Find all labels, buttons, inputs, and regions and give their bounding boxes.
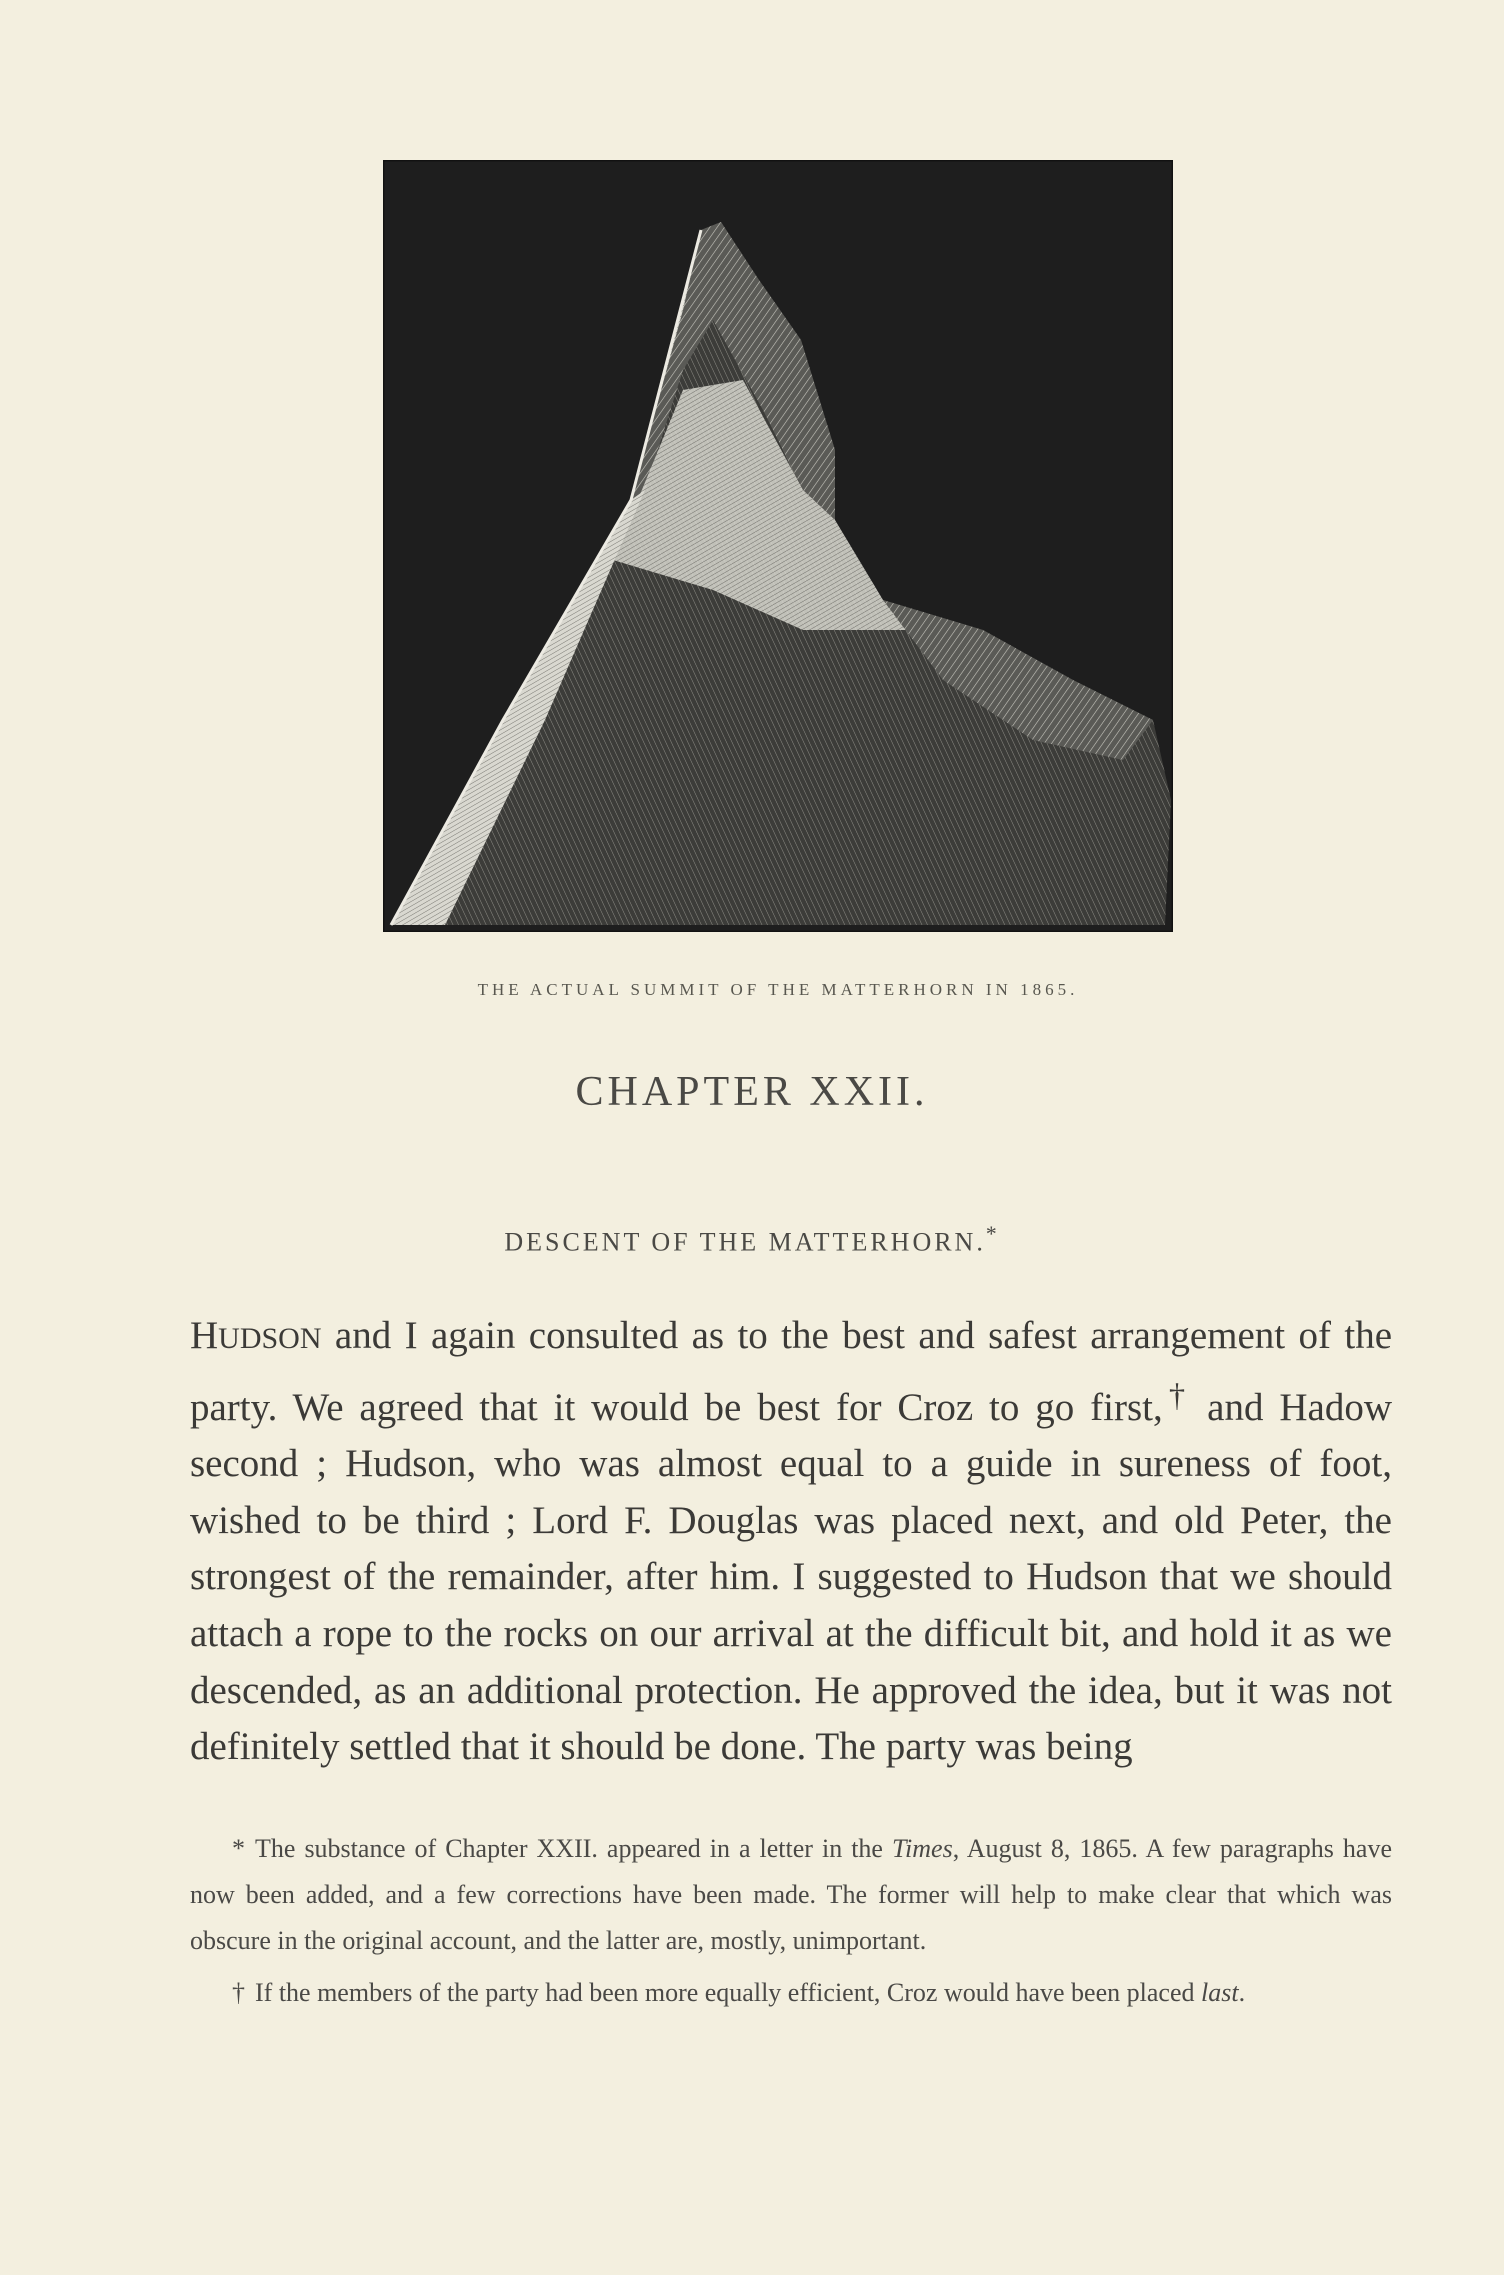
footnote-dagger-mark: †	[232, 1978, 245, 2007]
footnote-2	[190, 1970, 1392, 2016]
footnotes	[190, 1826, 1392, 2016]
footnote-1-text-b: , August 8, 1865. A few paragraphs have now been added, and a few corrections have been made. The former will help to make clear that which was obscure in the original account, and the latter are, mostly, unimportant.	[190, 1834, 1393, 1955]
footnote-2-text-a: If the members of the party had been more equally efficient, Croz would have been placed	[255, 1978, 1201, 2007]
matterhorn-illustration	[383, 160, 1173, 932]
matterhorn-engraving-icon	[383, 160, 1173, 932]
footnote-star-ref: *	[985, 1222, 1000, 1246]
footnote-dagger-ref: †	[1162, 1377, 1192, 1414]
footnote-1	[190, 1826, 1392, 1964]
body-paragraph	[190, 1308, 1392, 1776]
footnote-2-italic: last	[1200, 1978, 1239, 2007]
footnote-2-text-b: .	[1238, 1978, 1246, 2007]
body-text-part-1: and I again consulted as to the best and safest arrangement of the party. We agreed that it would be best for Croz to go first,	[190, 1314, 1392, 1429]
drop-small-cap: H	[190, 1314, 219, 1357]
body-text-part-2: and Hadow second ; Hudson, who was almost equal to a guide in sureness of foot, wished to be third ; Lord F. Douglas was placed next, and old Peter, the strongest of the remainder, after him. I suggested to Hudson that we should attach a rope to the rocks on our arrival at the difficult bit, and hold it as we descended, as an additional protection. He approved the idea, but it was not definitely settled that it should be done. The party was being	[190, 1385, 1392, 1769]
footnote-1-text-a: The substance of Chapter XXII. appeared in a letter in the	[255, 1834, 892, 1863]
chapter-subtitle-text: DESCENT OF THE MATTERHORN.	[504, 1227, 986, 1257]
footnote-star-mark: *	[232, 1834, 245, 1863]
chapter-subtitle	[0, 1222, 1504, 1258]
footnote-1-italic: Times	[892, 1834, 953, 1863]
small-caps-word: UDSON	[218, 1322, 322, 1355]
plate-caption: THE ACTUAL SUMMIT OF THE MATTERHORN IN 1865.	[477, 980, 1079, 999]
chapter-heading: CHAPTER XXII.	[575, 1069, 929, 1115]
